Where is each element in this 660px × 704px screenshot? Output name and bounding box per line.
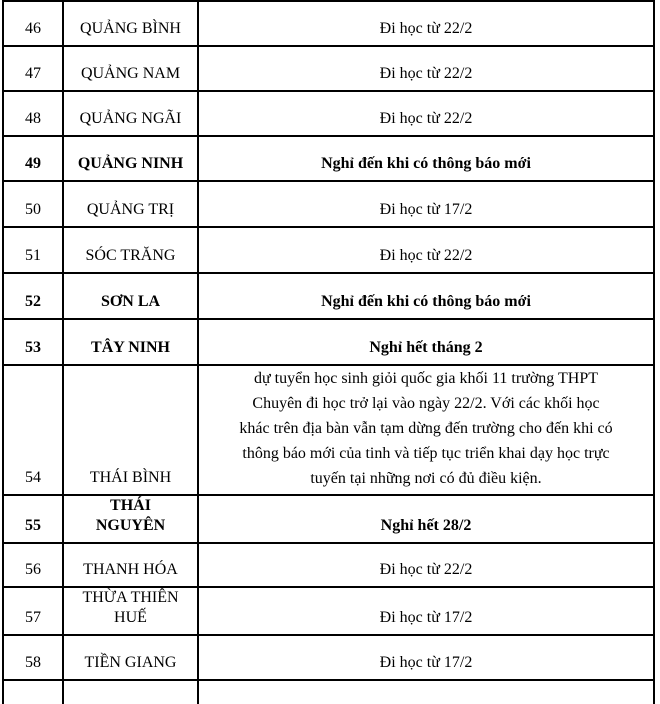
table-row (3, 319, 654, 365)
status-cell: Đi học từ 17/2 (198, 587, 654, 635)
status-cell: Đi học từ 17/2 (198, 635, 654, 680)
status-line: tuyến tại những nơi có đủ điều kiện. (310, 470, 542, 487)
status-cell: Đi học từ 17/2 (198, 181, 654, 227)
row-number-cell: 46 (3, 1, 63, 46)
status-line: thông báo mới của tinh và tiếp tục triển khai dạy học trực (242, 445, 610, 462)
status-cell: Nghỉ đến khi có thông báo mới (198, 273, 654, 319)
table-row (3, 495, 654, 543)
table-body (3, 0, 654, 704)
table-row (3, 543, 654, 587)
status-cell: Nghỉ đến khi có thông báo mới (198, 136, 654, 181)
province-cell: THÁI NGUYÊN (63, 495, 198, 543)
province-cell: QUẢNG TRỊ (63, 181, 198, 227)
table-row (3, 635, 654, 680)
status-cell: Đi học từ 22/2 (198, 46, 654, 91)
table-row (3, 181, 654, 227)
empty-cell (3, 680, 63, 704)
status-cell: Đi học từ 22/2 (198, 1, 654, 46)
table-row (3, 46, 654, 91)
row-number-cell: 52 (3, 273, 63, 319)
partial-row (3, 680, 654, 704)
table-row (3, 227, 654, 273)
row-number-cell: 53 (3, 319, 63, 365)
status-line: khác trên địa bàn vẫn tạm dừng đến trường cho đến khi có (239, 420, 613, 437)
row-number-cell: 58 (3, 635, 63, 680)
status-line: dự tuyển học sinh giỏi quốc gia khối 11 trường THPT (254, 370, 598, 387)
province-cell: TÂY NINH (63, 319, 198, 365)
province-cell: SƠN LA (63, 273, 198, 319)
row-number-cell: 51 (3, 227, 63, 273)
province-cell: THỪA THIÊN HUẾ (63, 587, 198, 635)
table-row (3, 365, 654, 495)
table-row (3, 1, 654, 46)
province-cell: SÓC TRĂNG (63, 227, 198, 273)
status-cell: Đi học từ 22/2 (198, 91, 654, 136)
table-row (3, 136, 654, 181)
school-schedule-table (2, 0, 655, 704)
row-number-cell: 48 (3, 91, 63, 136)
row-number-cell: 57 (3, 587, 63, 635)
province-cell: THÁI BÌNH (63, 365, 198, 495)
row-number-cell: 47 (3, 46, 63, 91)
empty-cell (63, 680, 198, 704)
status-line: Chuyên đi học trở lại vào ngày 22/2. Với các khối học (252, 395, 600, 412)
row-number-cell: 55 (3, 495, 63, 543)
province-cell: THANH HÓA (63, 543, 198, 587)
status-cell: Đi học từ 22/2 (198, 543, 654, 587)
row-number-cell: 54 (3, 365, 63, 495)
status-cell: Nghỉ hết 28/2 (198, 495, 654, 543)
province-cell: QUẢNG NGÃI (63, 91, 198, 136)
row-number-cell: 49 (3, 136, 63, 181)
status-cell: Đi học từ 22/2 (198, 227, 654, 273)
province-cell: TIỀN GIANG (63, 635, 198, 680)
province-cell: QUẢNG NINH (63, 136, 198, 181)
table-row (3, 91, 654, 136)
status-cell: Nghỉ hết tháng 2 (198, 319, 654, 365)
table-row (3, 273, 654, 319)
row-number-cell: 50 (3, 181, 63, 227)
row-number-cell: 56 (3, 543, 63, 587)
province-cell: QUẢNG NAM (63, 46, 198, 91)
province-cell: QUẢNG BÌNH (63, 1, 198, 46)
status-cell (198, 365, 654, 495)
empty-cell (198, 680, 654, 704)
table-row (3, 587, 654, 635)
